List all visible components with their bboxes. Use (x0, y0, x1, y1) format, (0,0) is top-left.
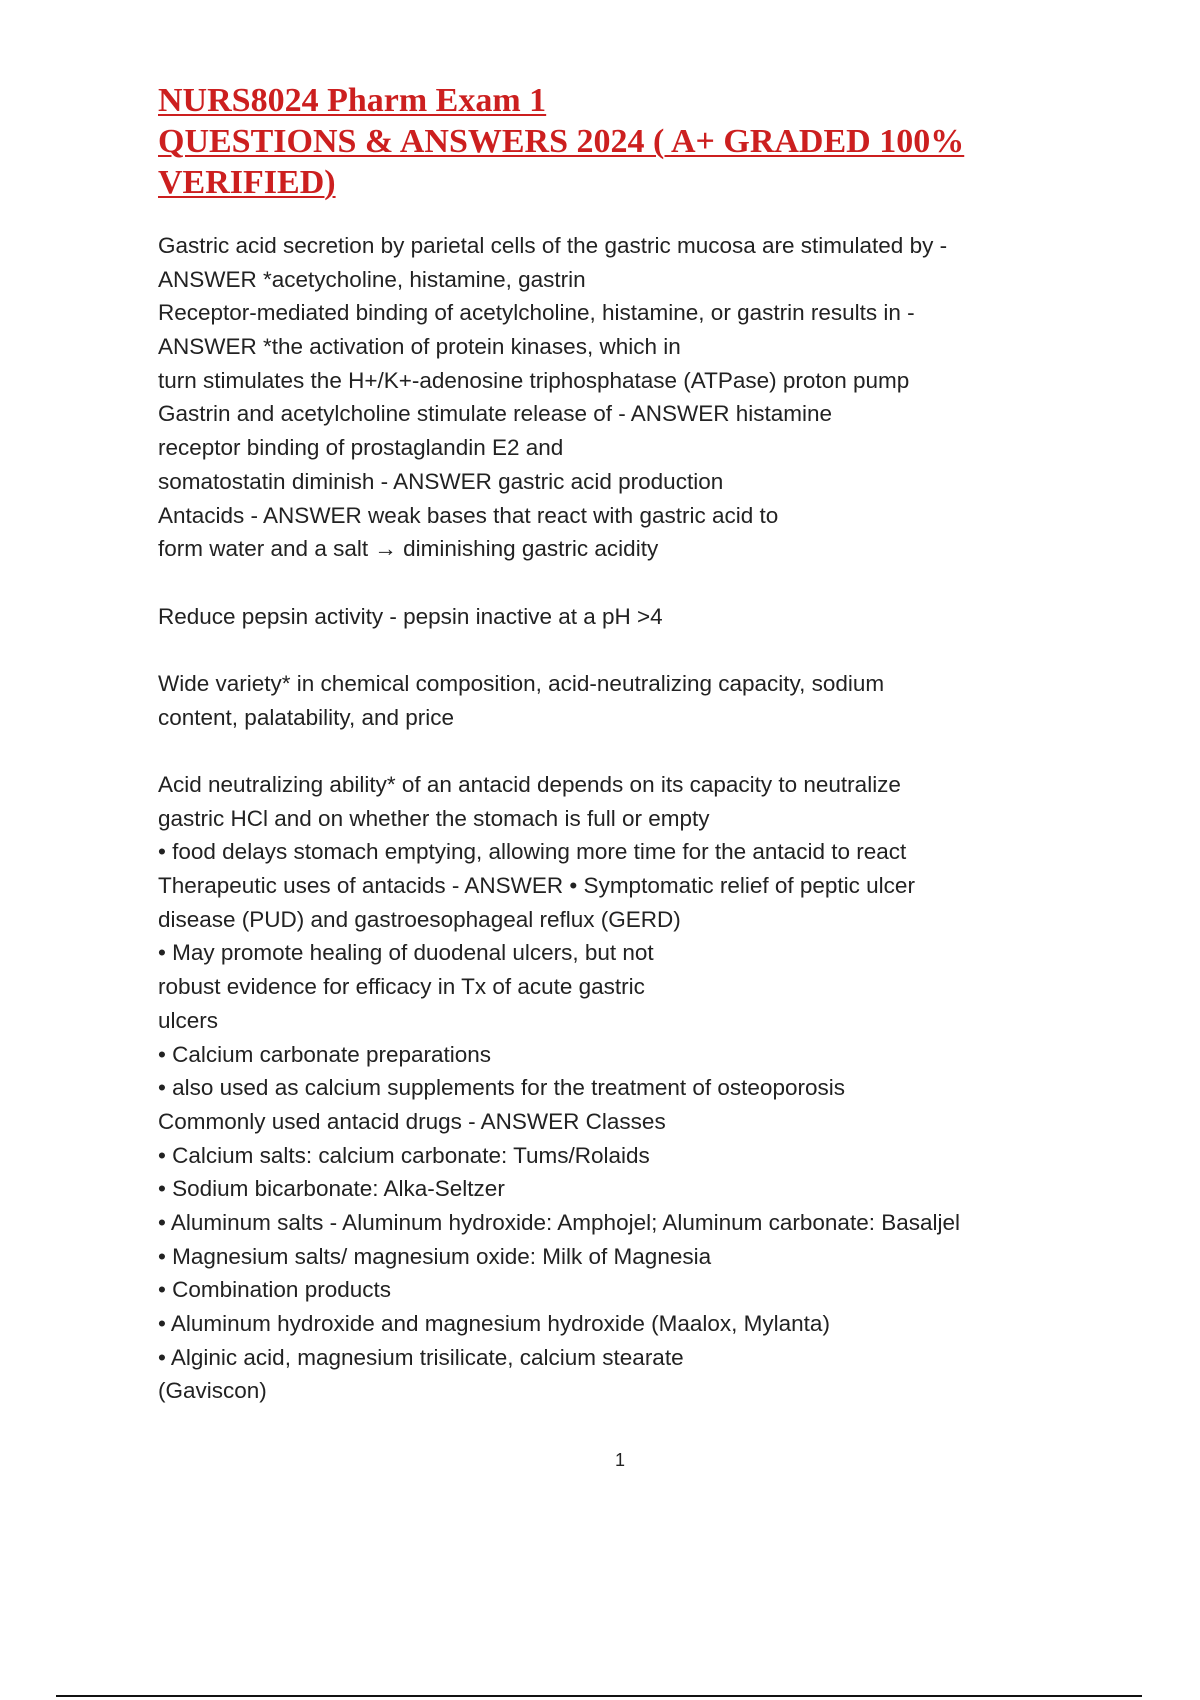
body-line: somatostatin diminish - ANSWER gastric acid production (158, 468, 724, 494)
body-line: Therapeutic uses of antacids - ANSWER • Symptomatic relief of peptic ulcer (158, 873, 915, 899)
body-line: • food delays stomach emptying, allowing more time for the antacid to react (158, 839, 907, 865)
body-line: • Calcium carbonate preparations (158, 1041, 492, 1067)
body-line: Gastrin and acetylcholine stimulate release of - ANSWER histamine (158, 401, 833, 427)
body-line: • May promote healing of duodenal ulcers, but not (158, 940, 654, 966)
footer-divider (56, 1695, 1142, 1697)
body-line: content, palatability, and price (158, 704, 455, 730)
body-line: Wide variety* in chemical composition, acid-neutralizing capacity, sodium (158, 670, 885, 696)
body-line: ulcers (158, 1007, 219, 1033)
page-number: 1 (614, 1450, 625, 1470)
body-line: Antacids - ANSWER weak bases that react with gastric acid to (158, 502, 779, 528)
body-line: Reduce pepsin activity - pepsin inactive at a pH >4 (158, 603, 663, 629)
body-line: turn stimulates the H+/K+-adenosine triphosphatase (ATPase) proton pump (158, 367, 910, 393)
body-line: ANSWER *the activation of protein kinases, which in (158, 334, 681, 360)
body-line: (Gaviscon) (158, 1378, 267, 1404)
body-line: • Magnesium salts/ magnesium oxide: Milk of Magnesia (158, 1243, 712, 1269)
body-line: • also used as calcium supplements for the treatment of osteoporosis (158, 1075, 845, 1101)
body-line: receptor binding of prostaglandin E2 and (158, 435, 564, 461)
body-line: Acid neutralizing ability* of an antacid depends on its capacity to neutralize (158, 772, 901, 797)
document-body (158, 229, 1098, 1408)
title-line: QUESTIONS & ANSWERS 2024 ( A+ GRADED 100% (158, 123, 965, 160)
paragraph-spacer (158, 734, 1098, 768)
body-line: Receptor-mediated binding of acetylcholine, histamine, or gastrin results in - (158, 300, 915, 326)
paragraph-spacer (158, 633, 1098, 667)
body-line: robust evidence for efficacy in Tx of acute gastric (158, 974, 645, 1000)
body-line: • Combination products (158, 1277, 391, 1303)
body-line: • Aluminum hydroxide and magnesium hydroxide (Maalox, Mylanta) (158, 1311, 830, 1336)
body-line: • Aluminum salts - Aluminum hydroxide: Amphojel; Aluminum carbonate: Basaljel (158, 1209, 961, 1235)
title-line: VERIFIED) (158, 164, 336, 201)
body-line: Gastric acid secretion by parietal cells of the gastric mucosa are stimulated by - (158, 233, 948, 258)
body-line: • Calcium salts: calcium carbonate: Tums/Rolaids (158, 1142, 650, 1168)
body-line: • Alginic acid, magnesium trisilicate, calcium stearate (158, 1344, 684, 1370)
body-line: disease (PUD) and gastroesophageal reflux (GERD) (158, 906, 681, 932)
body-line: gastric HCl and on whether the stomach is full or empty (158, 805, 710, 831)
paragraph-spacer (158, 566, 1098, 600)
body-line: ANSWER *acetycholine, histamine, gastrin (158, 266, 586, 292)
title-line: NURS8024 Pharm Exam 1 (158, 82, 547, 119)
body-line: • Sodium bicarbonate: Alka-Seltzer (158, 1176, 505, 1202)
body-line: Commonly used antacid drugs - ANSWER Classes (158, 1108, 666, 1134)
body-line: form water and a salt → diminishing gastric acidity (158, 536, 659, 562)
document-title (158, 80, 1058, 203)
